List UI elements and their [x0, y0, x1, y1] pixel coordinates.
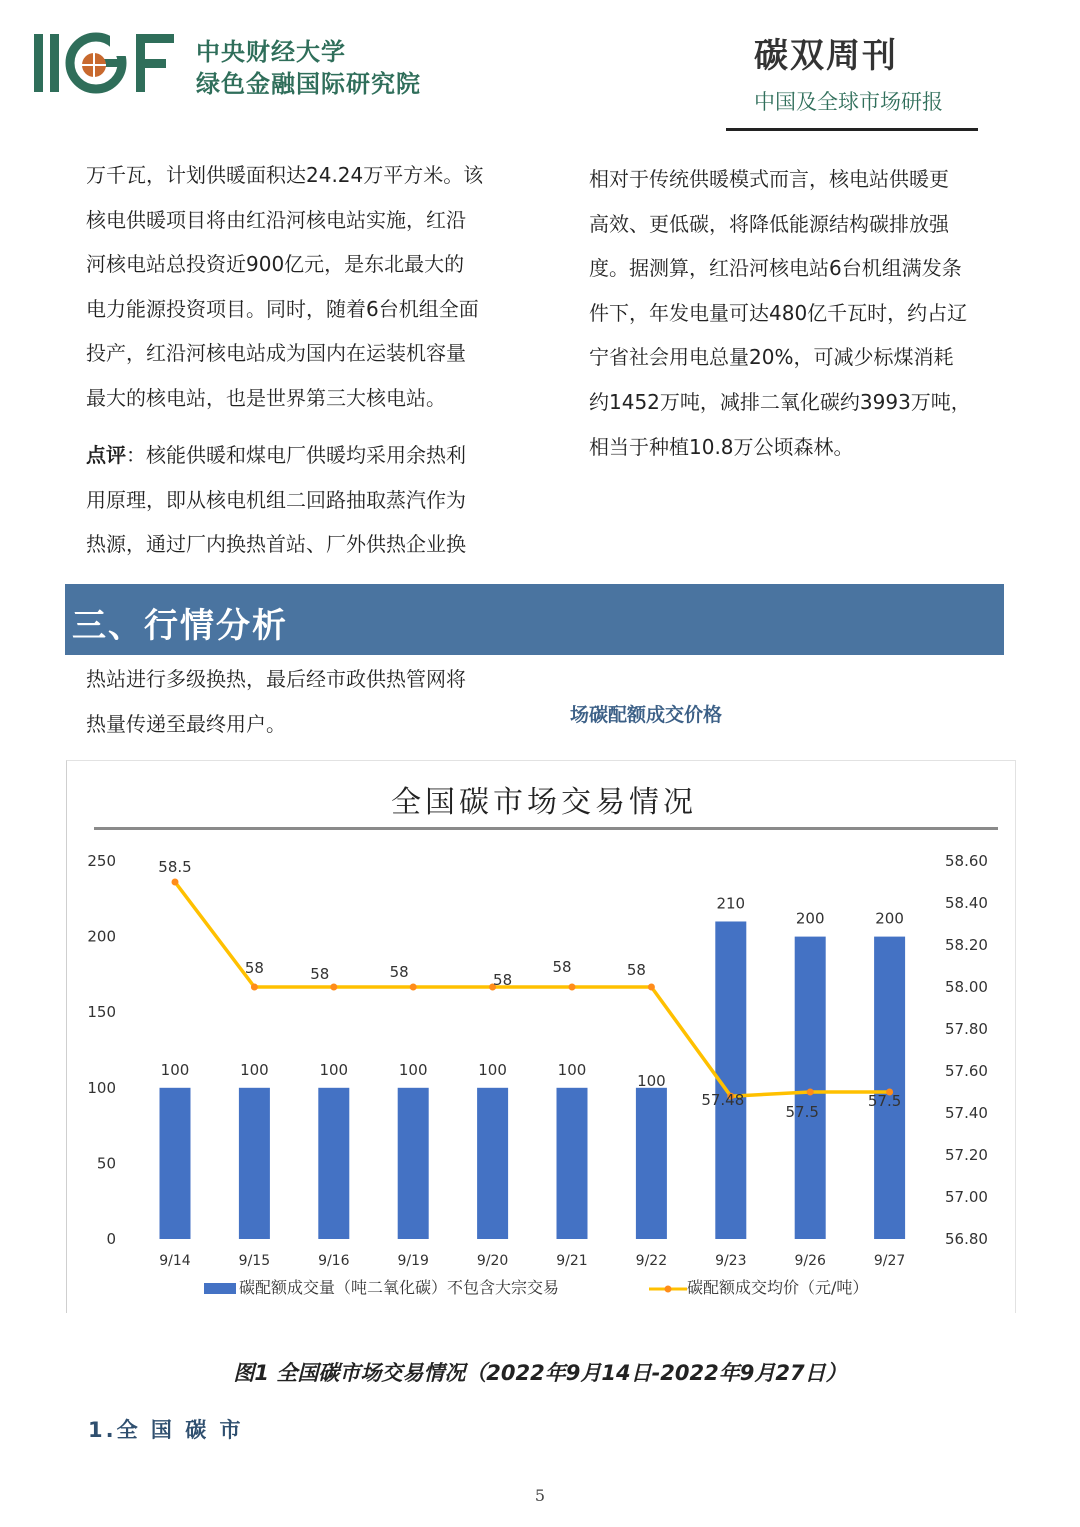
- price-point: [569, 984, 576, 991]
- volume-bar-label: 100: [478, 1060, 507, 1079]
- page-number: 5: [534, 1486, 546, 1505]
- x-axis-tick-label: 9/23: [715, 1253, 747, 1269]
- left-axis-tick-label: 100: [87, 1078, 116, 1097]
- price-point-label: 57.5: [867, 1092, 902, 1110]
- price-point-label: 58: [552, 958, 572, 976]
- volume-bar-label: 100: [160, 1060, 190, 1079]
- comment-label: 点评: [86, 443, 126, 467]
- legend-marker-price: [665, 1286, 672, 1293]
- volume-bar-label: 100: [398, 1060, 428, 1079]
- left-axis-tick-label: 50: [96, 1154, 116, 1173]
- price-point: [648, 984, 655, 991]
- continued-text: [86, 657, 466, 746]
- volume-bar: [636, 1088, 667, 1239]
- text-line: 电力能源投资项目。同时，随着6台机组全面: [86, 296, 479, 321]
- iigf-logo: [32, 30, 177, 96]
- header-divider: [726, 128, 978, 131]
- right-axis-tick-label: 56.80: [945, 1230, 988, 1248]
- text-line: 河核电站总投资近900亿元，是东北最大的: [86, 252, 465, 277]
- volume-bar: [160, 1088, 191, 1239]
- chart-legend: [204, 1278, 868, 1297]
- volume-bar: [318, 1088, 349, 1239]
- x-axis-tick-label: 9/21: [556, 1253, 588, 1269]
- text-line: 高效、更低碳，将降低能源结构碳排放强: [589, 211, 949, 236]
- left-axis-tick-label: 150: [87, 1003, 116, 1022]
- volume-bars: [160, 894, 906, 1239]
- price-line: [175, 882, 890, 1096]
- left-axis-tick-label: 200: [87, 927, 116, 946]
- comment-line: [86, 433, 466, 478]
- volume-bar-label: 100: [637, 1071, 666, 1090]
- price-point-label: 57.48: [701, 1091, 745, 1110]
- price-point-label: 58: [244, 959, 264, 977]
- text-line: 热量传递至最终用户。: [86, 711, 286, 736]
- magazine-subtitle: 中国及全球市场研报: [754, 90, 943, 114]
- text-line: 度。据测算，红沿河核电站6台机组满发条: [589, 256, 962, 281]
- volume-bar: [874, 937, 905, 1239]
- figure-caption: 图1 全国碳市场交易情况（2022年9月14日-2022年9月27日）: [233, 1361, 847, 1385]
- right-axis-tick-label: 57.00: [945, 1188, 988, 1206]
- volume-bar: [557, 1088, 588, 1239]
- x-axis-tick-label: 9/15: [238, 1253, 271, 1269]
- volume-bar-label: 100: [319, 1060, 349, 1079]
- right-axis-tick-label: 57.20: [945, 1146, 988, 1164]
- price-point-label: 58: [310, 965, 330, 983]
- price-line-series: [158, 858, 901, 1121]
- x-axis-tick-label: 9/27: [873, 1253, 906, 1269]
- comment-text: ：核能供暖和煤电厂供暖均采用余热利: [126, 443, 466, 467]
- legend-label-volume: 碳配额成交量（吨二氧化碳）不包含大宗交易: [239, 1278, 560, 1297]
- price-point: [251, 984, 258, 991]
- left-axis-ticks: [87, 852, 116, 1248]
- right-axis-tick-label: 58.40: [945, 894, 988, 912]
- price-point-label: 58: [626, 961, 646, 979]
- magazine-title: 碳双周刊: [754, 36, 898, 76]
- chart-title: 全国碳市场交易情况: [391, 785, 697, 820]
- legend-swatch-volume: [204, 1283, 236, 1294]
- comment-block: [86, 433, 466, 567]
- institute-name-line2: 绿色金融国际研究院: [196, 70, 421, 98]
- price-point-label: 58: [389, 963, 409, 981]
- text-line: 宁省社会用电总量20%，可减少标煤消耗: [589, 345, 954, 370]
- volume-bar: [795, 937, 826, 1239]
- volume-bar: [239, 1088, 270, 1239]
- x-axis-tick-label: 9/16: [318, 1253, 350, 1269]
- price-point: [410, 984, 417, 991]
- x-axis-labels: [159, 1253, 905, 1269]
- price-point: [330, 984, 337, 991]
- volume-bar-label: 100: [240, 1060, 269, 1079]
- carbon-market-chart: [66, 760, 1014, 1312]
- x-axis-tick-label: 9/22: [635, 1253, 668, 1269]
- text-line: 件下，年发电量可达480亿千瓦时，约占辽: [589, 300, 968, 325]
- volume-bar-label: 200: [795, 909, 825, 928]
- volume-bar: [398, 1088, 429, 1239]
- left-axis-tick-label: 250: [87, 852, 116, 870]
- x-axis-tick-label: 9/14: [159, 1253, 191, 1269]
- institute-name-line1: 中央财经大学: [196, 38, 346, 66]
- volume-bar-label: 200: [875, 909, 904, 928]
- right-axis-tick-label: 57.40: [945, 1104, 988, 1122]
- text-line: 相当于种植10.8万公顷森林。: [589, 434, 854, 459]
- text-line: 核电供暖项目将由红沿河核电站实施，红沿: [86, 207, 466, 232]
- text-line: 投产，红沿河核电站成为国内在运装机容量: [86, 341, 466, 366]
- right-axis-tick-label: 57.80: [945, 1020, 988, 1038]
- volume-bar: [477, 1088, 508, 1239]
- volume-bar-label: 210: [716, 894, 746, 913]
- x-axis-tick-label: 9/20: [476, 1253, 509, 1269]
- text-line: 万千瓦，计划供暖面积达24.24万平方米。该: [86, 163, 484, 187]
- subsection-heading: 1.全 国 碳 市: [88, 1418, 244, 1442]
- x-axis-tick-label: 9/19: [397, 1253, 429, 1269]
- volume-bar-label: 100: [557, 1060, 587, 1079]
- x-axis-tick-label: 9/26: [794, 1253, 826, 1269]
- price-point: [172, 879, 179, 886]
- left-axis-tick-label: 0: [106, 1230, 116, 1248]
- text-line: 最大的核电站，也是世界第三大核电站。: [86, 385, 446, 410]
- right-axis-tick-label: 58.60: [945, 852, 988, 870]
- right-axis-tick-label: 58.00: [945, 978, 988, 996]
- right-axis-tick-label: 57.60: [945, 1062, 988, 1080]
- chart-title-rule: [94, 827, 998, 830]
- legend-label-price: 碳配额成交均价（元/吨）: [687, 1278, 869, 1297]
- left-column-text: [86, 153, 483, 421]
- price-point-label: 58.5: [158, 858, 192, 876]
- right-column-text: [589, 157, 971, 469]
- section-title: 三、行情分析: [72, 606, 288, 646]
- overlay-heading: 场碳配额成交价格: [570, 704, 723, 726]
- price-point: [807, 1089, 814, 1096]
- comment-line: 用原理，即从核电机组二回路抽取蒸汽作为: [86, 487, 466, 512]
- text-line: 热站进行多级换热，最后经市政供热管网将: [86, 667, 466, 691]
- comment-line: 热源，通过厂内换热首站、厂外供热企业换: [86, 532, 466, 557]
- price-point-label: 58: [493, 971, 513, 989]
- right-axis-tick-label: 58.20: [945, 936, 988, 954]
- price-point-label: 57.5: [785, 1103, 819, 1121]
- text-line: 约1452万吨，减排二氧化碳约3993万吨，: [589, 389, 971, 414]
- right-axis-ticks: [945, 852, 988, 1248]
- text-line: 相对于传统供暖模式而言，核电站供暖更: [589, 167, 949, 191]
